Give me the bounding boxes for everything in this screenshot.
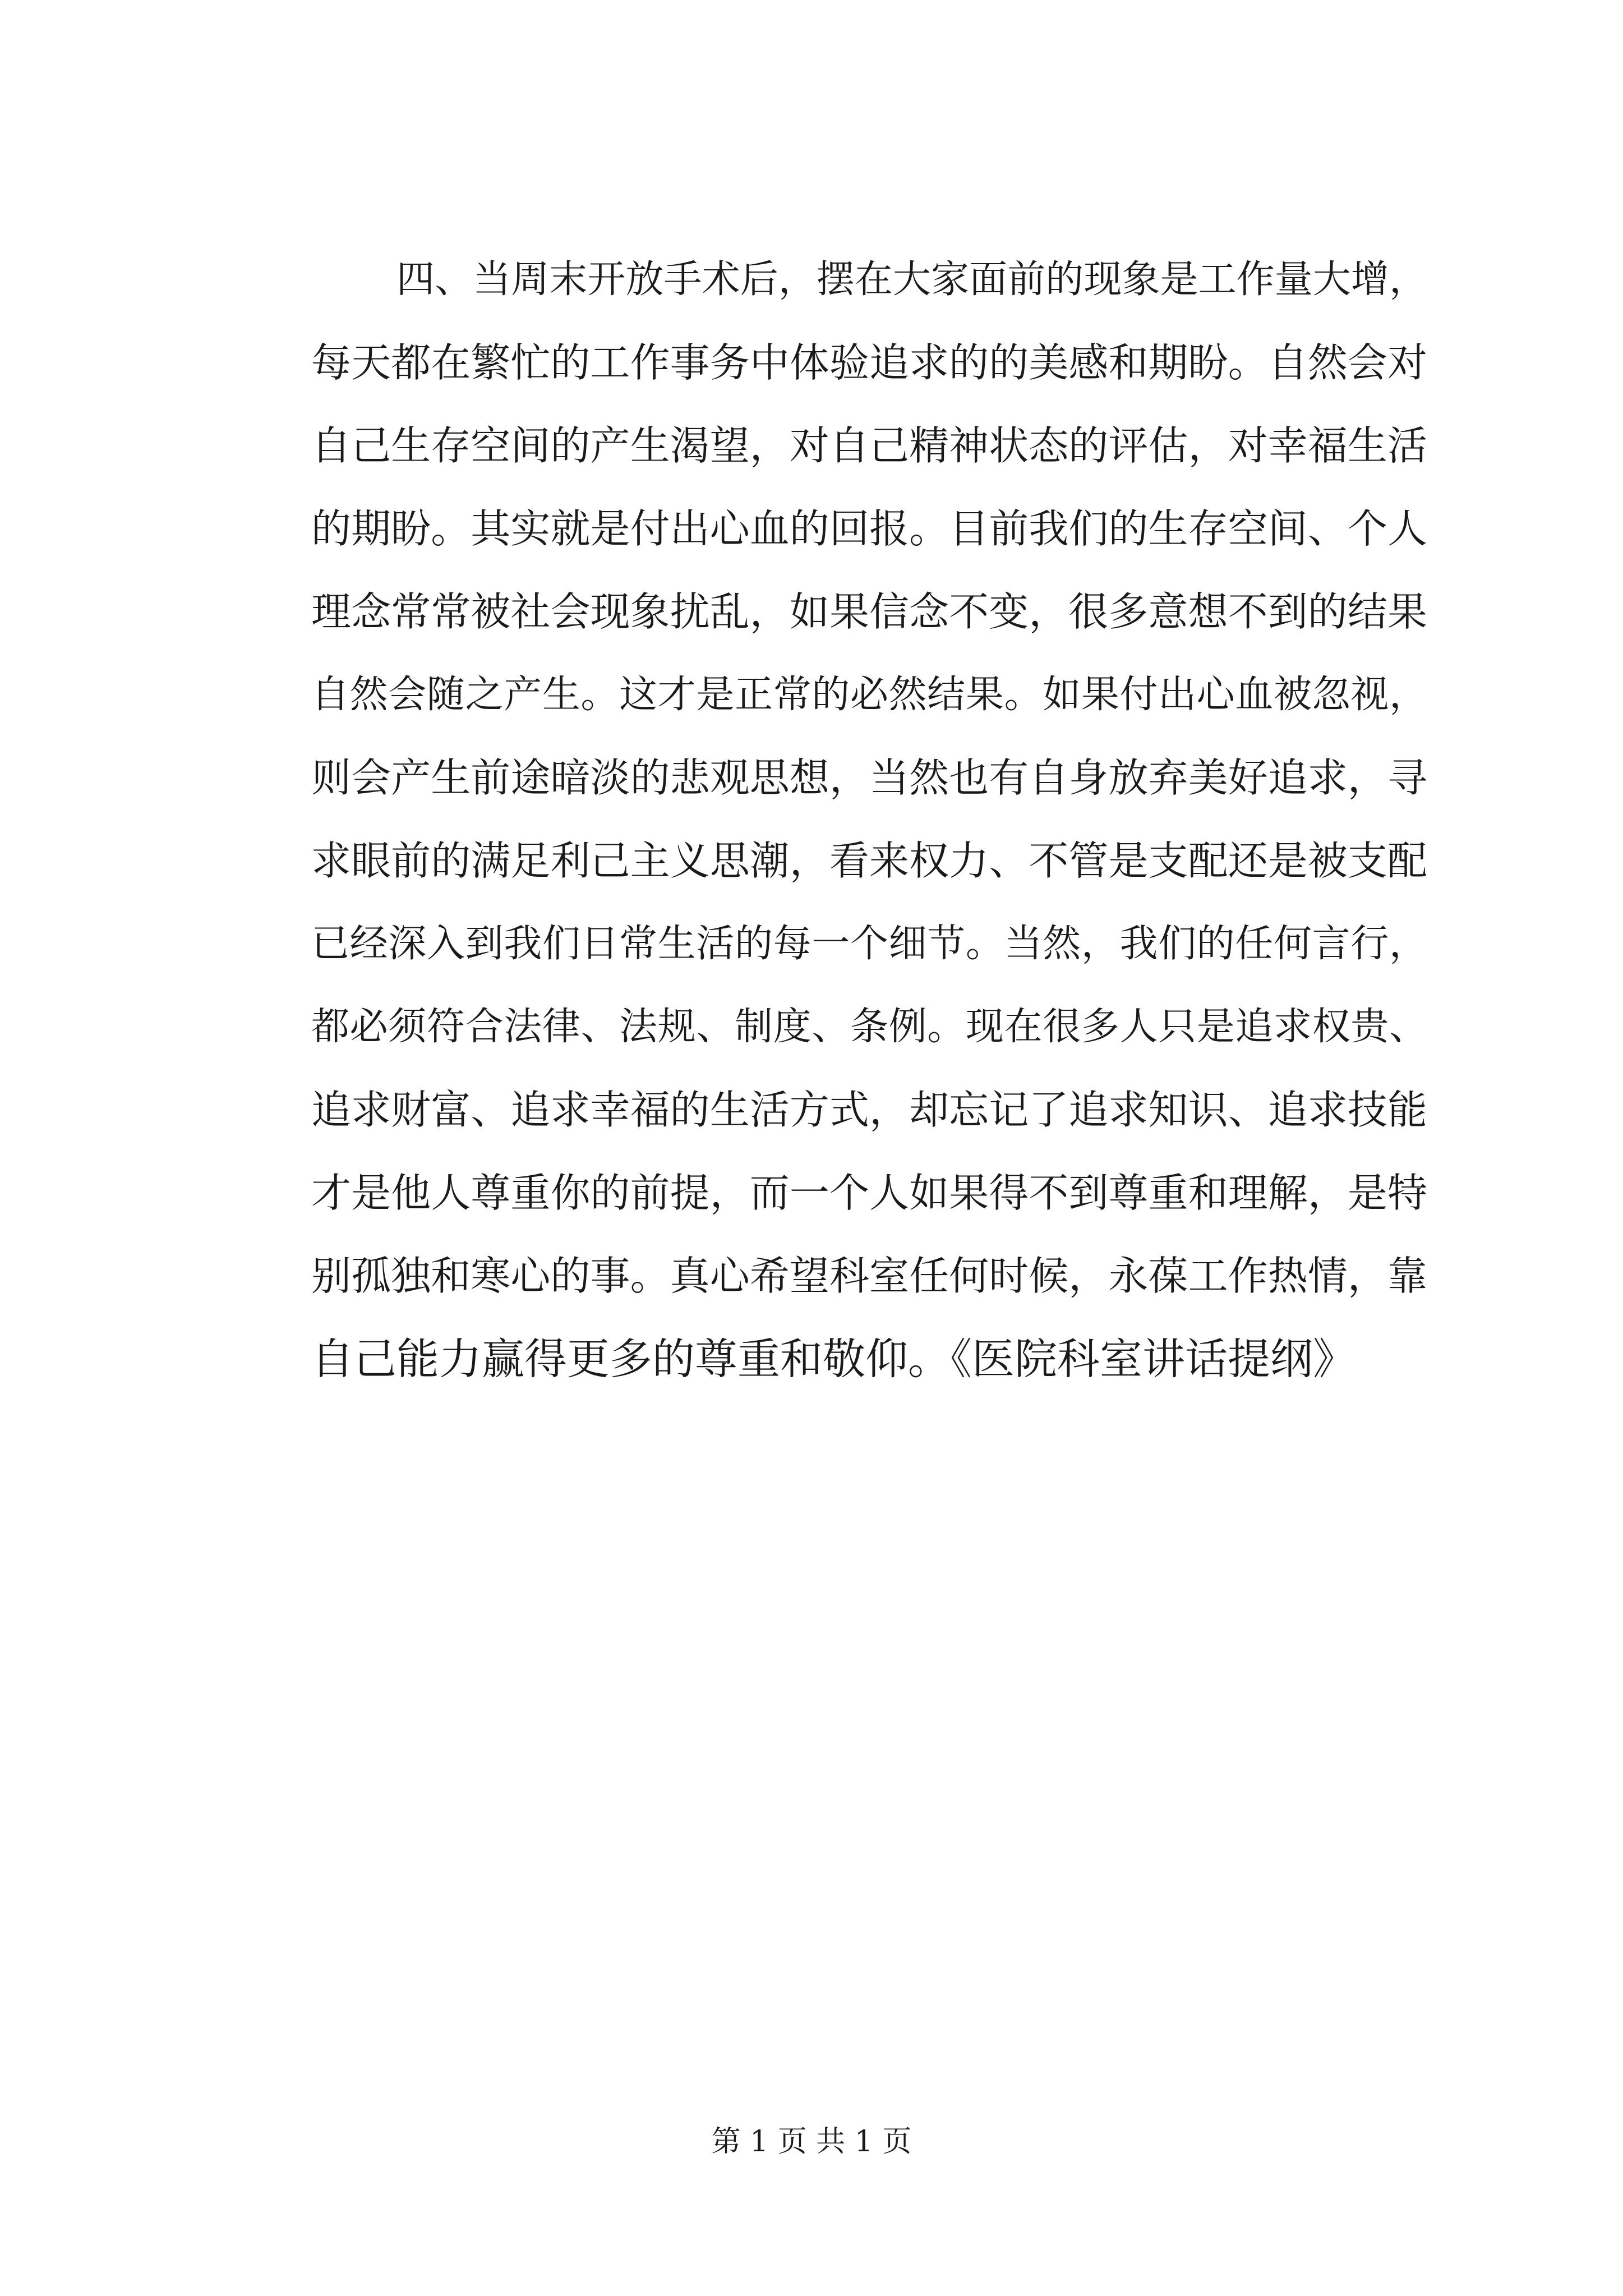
paragraph-line: 理念常常被社会现象扰乱，如果信念不变，很多意想不到的结果 xyxy=(311,588,1427,635)
paragraph-line: 则会产生前途暗淡的悲观思想，当然也有自身放弃美好追求，寻 xyxy=(311,754,1427,801)
paragraph-line: 自己生存空间的产生渴望，对自己精神状态的评估，对幸福生活 xyxy=(311,422,1427,469)
paragraph-line: 每天都在繁忙的工作事务中体验追求的的美感和期盼。自然会对 xyxy=(311,339,1427,386)
page-number-footer: 第 1 页 共 1 页 xyxy=(711,2125,912,2159)
paragraph-line: 自己能力赢得更多的尊重和敬仰。《医院科室讲话提纲》 xyxy=(311,1334,1355,1384)
paragraph-line: 追求财富、追求幸福的生活方式，却忘记了追求知识、追求技能 xyxy=(311,1087,1427,1133)
paragraph-line: 自然会随之产生。这才是正常的必然结果。如果付出心血被忽视， xyxy=(311,673,1427,717)
paragraph-line: 求眼前的满足利己主义思潮，看来权力、不管是支配还是被支配 xyxy=(311,838,1427,884)
paragraph-line: 别孤独和寒心的事。真心希望科室任何时候，永葆工作热情，靠 xyxy=(311,1253,1427,1299)
body-paragraph xyxy=(311,238,1427,1401)
paragraph-line: 四、当周末开放手术后，摆在大家面前的现象是工作量大增， xyxy=(396,257,1427,302)
paragraph-line: 的期盼。其实就是付出心血的回报。目前我们的生存空间、个人 xyxy=(311,505,1427,552)
paragraph-line: 才是他人尊重你的前提，而一个人如果得不到尊重和理解，是特 xyxy=(311,1170,1427,1216)
paragraph-line: 都必须符合法律、法规、制度、条例。现在很多人只是追求权贵、 xyxy=(311,1005,1427,1049)
paragraph-line: 已经深入到我们日常生活的每一个细节。当然，我们的任何言行， xyxy=(311,922,1427,966)
